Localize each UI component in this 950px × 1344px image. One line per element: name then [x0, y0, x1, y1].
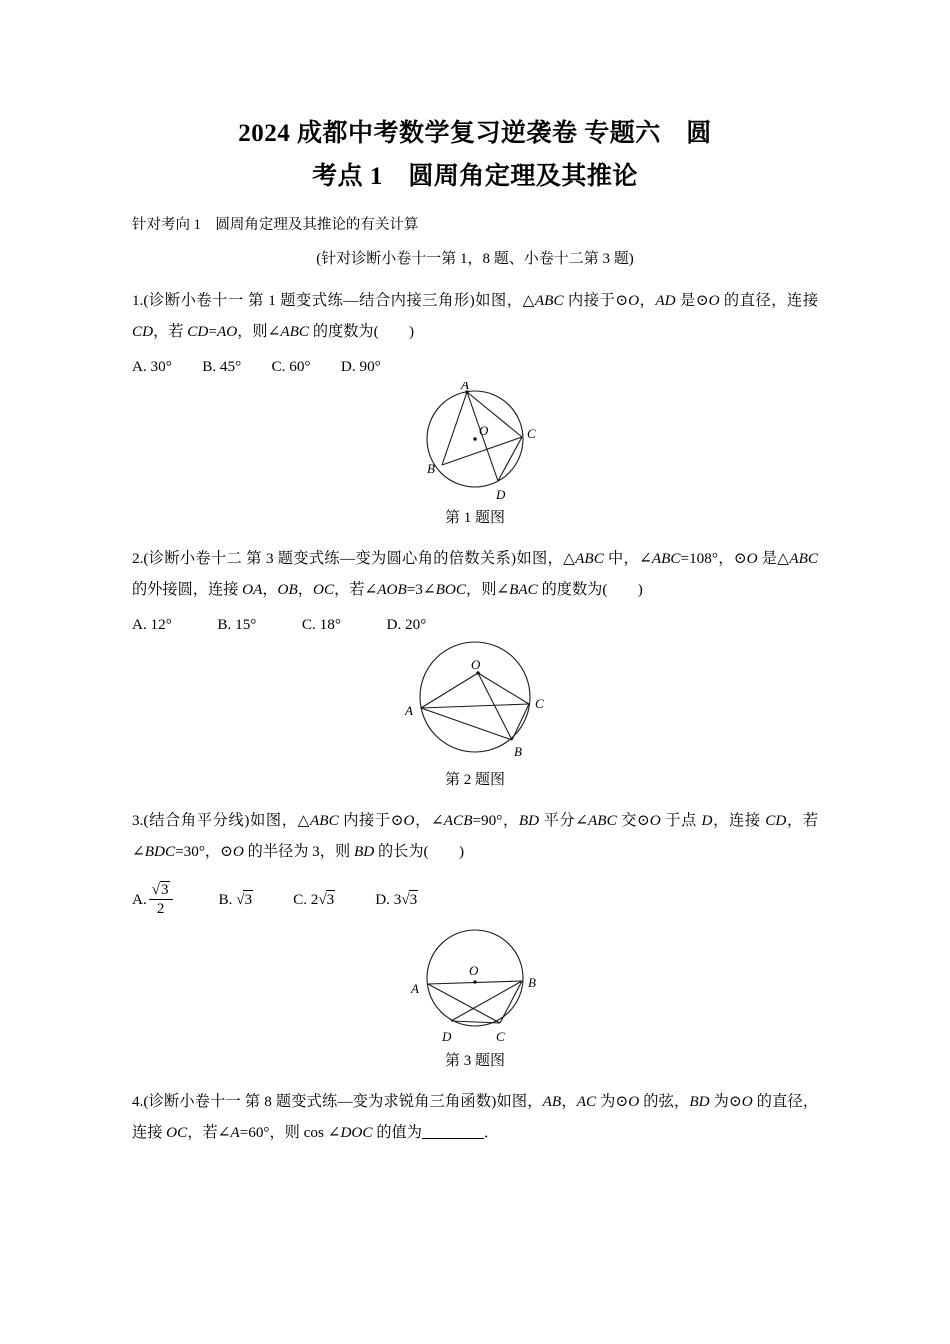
- figure-3-label-c: C: [496, 1028, 505, 1044]
- page-title: 2024 成都中考数学复习逆袭卷 专题六 圆: [238, 120, 712, 147]
- q2-text: =3∠: [406, 580, 436, 598]
- figure-1-label-a: A: [461, 381, 469, 392]
- option-c[interactable]: [293, 891, 335, 909]
- q3-text: 如图，△: [249, 811, 311, 829]
- figure-2-label-a: A: [405, 702, 413, 718]
- q3-var: BD: [353, 842, 375, 860]
- q4-var: A: [230, 1123, 240, 1141]
- q3-text: =90°，: [472, 811, 519, 829]
- q1-text: ，: [639, 291, 656, 309]
- q3-text: ，∠: [414, 811, 444, 829]
- question-1-options[interactable]: A. 30° B. 45° C. 60° D. 90°: [132, 357, 381, 375]
- q3-var: O: [232, 842, 244, 860]
- option-a-label: A.: [132, 890, 147, 908]
- q2-var: O: [746, 549, 758, 567]
- q2-text: 的外接圆，连接: [132, 580, 243, 598]
- q4-text: 的弦，: [639, 1092, 690, 1110]
- figure-1-label-o: O: [479, 422, 489, 438]
- q4-text: ．: [483, 1123, 500, 1141]
- q1-var: CD: [132, 322, 154, 340]
- chord-ab: [442, 392, 467, 465]
- q4-var: BD: [689, 1092, 710, 1110]
- point-o-dot: [473, 437, 477, 441]
- option-d[interactable]: [375, 891, 418, 909]
- q4-text: =60°，则 cos ∠: [239, 1123, 341, 1141]
- question-4: [132, 1072, 818, 1148]
- q3-text: =30°，⊙: [175, 842, 233, 860]
- q3-text: 的长为( ): [374, 842, 465, 860]
- q1-var: AO: [216, 322, 238, 340]
- figure-3-caption: 第 3 题图: [444, 1052, 505, 1069]
- radicand: 3: [244, 890, 253, 908]
- q1-text: 内接于⊙: [563, 291, 629, 309]
- question-3: [132, 791, 818, 867]
- q4-text: 如图，: [496, 1092, 543, 1110]
- q3-text: 于点: [660, 811, 702, 829]
- q2-var: ABC: [575, 549, 604, 567]
- q1-var: ABC: [534, 291, 564, 309]
- q3-text: 交⊙: [616, 811, 650, 829]
- q1-text: 的直径，连接: [719, 291, 819, 309]
- q4-var: OC: [166, 1123, 188, 1141]
- option-c-label: C. 2: [293, 890, 319, 908]
- question-3-options[interactable]: [132, 867, 818, 925]
- q3-text: 内接于⊙: [338, 811, 404, 829]
- q1-text: =: [208, 322, 217, 340]
- q2-var: BAC: [509, 580, 538, 598]
- q3-number: 3.: [132, 811, 144, 829]
- q2-var: ABC: [651, 549, 681, 567]
- q2-var: OA: [242, 580, 263, 598]
- q3-var: CD: [765, 811, 787, 829]
- figure-1-label-b: B: [427, 460, 435, 476]
- numerator: √3: [149, 883, 173, 900]
- q2-var: BOC: [435, 580, 466, 598]
- q3-var: BD: [518, 811, 540, 829]
- q4-var: DOC: [340, 1123, 373, 1141]
- radicand: 3: [409, 890, 418, 908]
- q4-tag: (诊断小卷十一 第 8 题变式练—变为求锐角三角函数): [143, 1092, 497, 1110]
- q4-number: 4.: [132, 1092, 144, 1110]
- question-1: [132, 271, 818, 347]
- q1-text: ，若: [153, 322, 188, 340]
- denominator: 2: [156, 900, 165, 917]
- q3-var: ABC: [310, 811, 339, 829]
- q1-text: 是⊙: [675, 291, 709, 309]
- answer-blank[interactable]: [422, 1138, 484, 1139]
- q2-text: 中，∠: [603, 549, 652, 567]
- q2-text: ，: [262, 580, 278, 598]
- q3-text: 的半径为 3，则: [243, 842, 354, 860]
- q1-text: 的度数为( ): [309, 322, 415, 340]
- q4-text: 为⊙: [596, 1092, 629, 1110]
- q1-text: 如图，△: [474, 291, 535, 309]
- figure-1-label-d: D: [496, 486, 506, 502]
- q4-text: ，: [561, 1092, 577, 1110]
- chord-ac: [428, 984, 500, 1023]
- figure-3-label-b: B: [528, 974, 536, 990]
- question-2: [132, 529, 818, 605]
- figure-3-diagram: [380, 925, 570, 1049]
- q2-text: ，: [297, 580, 313, 598]
- q2-tag: (诊断小卷十二 第 3 题变式练—变为圆心角的倍数关系): [143, 549, 517, 567]
- q2-var: ABC: [789, 549, 818, 567]
- q3-var: O: [403, 811, 415, 829]
- q2-text: 是△: [757, 549, 790, 567]
- radius-oa: [421, 673, 478, 708]
- q4-var: AC: [576, 1092, 597, 1110]
- q3-var: ACB: [443, 811, 473, 829]
- q2-number: 2.: [132, 549, 144, 567]
- q2-var: OB: [277, 580, 298, 598]
- q2-text: ，若∠: [334, 580, 378, 598]
- page-subtitle: 考点 1 圆周角定理及其推论: [312, 163, 638, 191]
- q2-text: 如图，△: [516, 549, 576, 567]
- figure-2-label-b: B: [514, 743, 522, 759]
- figure-1-diagram: [380, 382, 570, 506]
- figure-2: [132, 640, 818, 791]
- figure-1-caption: 第 1 题图: [444, 509, 505, 526]
- q3-text: ，连接: [712, 811, 766, 829]
- figure-3: [132, 925, 818, 1072]
- point-o-dot: [473, 980, 477, 984]
- section-heading: 针对考向 1 圆周角定理及其推论的有关计算: [132, 216, 419, 233]
- fraction-sqrt3-over-2: [149, 883, 173, 917]
- option-b-label: B.: [218, 890, 233, 908]
- q2-var: OC: [312, 580, 335, 598]
- figure-3-label-a: A: [411, 980, 419, 996]
- q1-var: CD: [187, 322, 209, 340]
- q2-text: =108°，⊙: [680, 549, 747, 567]
- figure-1-label-c: C: [527, 425, 536, 441]
- radicand: 3: [161, 881, 169, 898]
- section-note: (针对诊断小卷十一第 1，8 题、小卷十二第 3 题): [316, 251, 634, 268]
- q3-var: O: [649, 811, 661, 829]
- q4-var: AB: [542, 1092, 562, 1110]
- chord-ac: [421, 704, 529, 708]
- q2-text: 的度数为( ): [537, 580, 643, 598]
- q2-var: AOB: [377, 580, 407, 598]
- option-a[interactable]: [132, 883, 175, 917]
- q1-tag: (诊断小卷十一 第 1 题变式练—结合内接三角形): [143, 291, 475, 309]
- q4-text: ，若∠: [187, 1123, 231, 1141]
- option-b[interactable]: [219, 891, 254, 909]
- circle-o: [427, 930, 523, 1026]
- q4-text: 为⊙: [709, 1092, 742, 1110]
- q1-var: O: [708, 291, 720, 309]
- q4-var: O: [741, 1092, 753, 1110]
- q3-var: D: [701, 811, 713, 829]
- sqrt-3: √3: [401, 890, 418, 908]
- q2-text: ，则∠: [466, 580, 510, 598]
- sqrt-3: √3: [318, 890, 335, 908]
- figure-2-diagram: [380, 640, 570, 768]
- radicand: 3: [326, 890, 335, 908]
- q1-var: ABC: [280, 322, 310, 340]
- figure-3-label-o: O: [469, 962, 479, 978]
- sqrt-3: √3: [236, 890, 253, 908]
- chord-bc: [442, 437, 522, 465]
- question-2-options[interactable]: A. 12° B. 15° C. 18° D. 20°: [132, 615, 427, 633]
- q1-number: 1.: [132, 291, 144, 309]
- q4-text: 的直径，连接: [132, 1092, 819, 1141]
- option-d-label: D. 3: [375, 890, 402, 908]
- chord-bc: [512, 704, 529, 740]
- figure-2-label-c: C: [535, 695, 544, 711]
- q3-tag: (结合角平分线): [143, 811, 250, 829]
- figure-3-label-d: D: [442, 1028, 452, 1044]
- q4-var: O: [628, 1092, 640, 1110]
- q1-text: ，则∠: [237, 322, 281, 340]
- figure-2-caption: 第 2 题图: [444, 771, 505, 788]
- q3-text: ，若∠: [132, 811, 819, 860]
- q3-text: 平分∠: [539, 811, 589, 829]
- q1-var: AD: [655, 291, 676, 309]
- q3-var: BDC: [144, 842, 176, 860]
- figure-2-label-o: O: [471, 656, 481, 672]
- q3-var: ABC: [588, 811, 617, 829]
- q1-var: O: [628, 291, 640, 309]
- q4-text: 的值为: [372, 1123, 422, 1141]
- figure-1: [132, 382, 818, 529]
